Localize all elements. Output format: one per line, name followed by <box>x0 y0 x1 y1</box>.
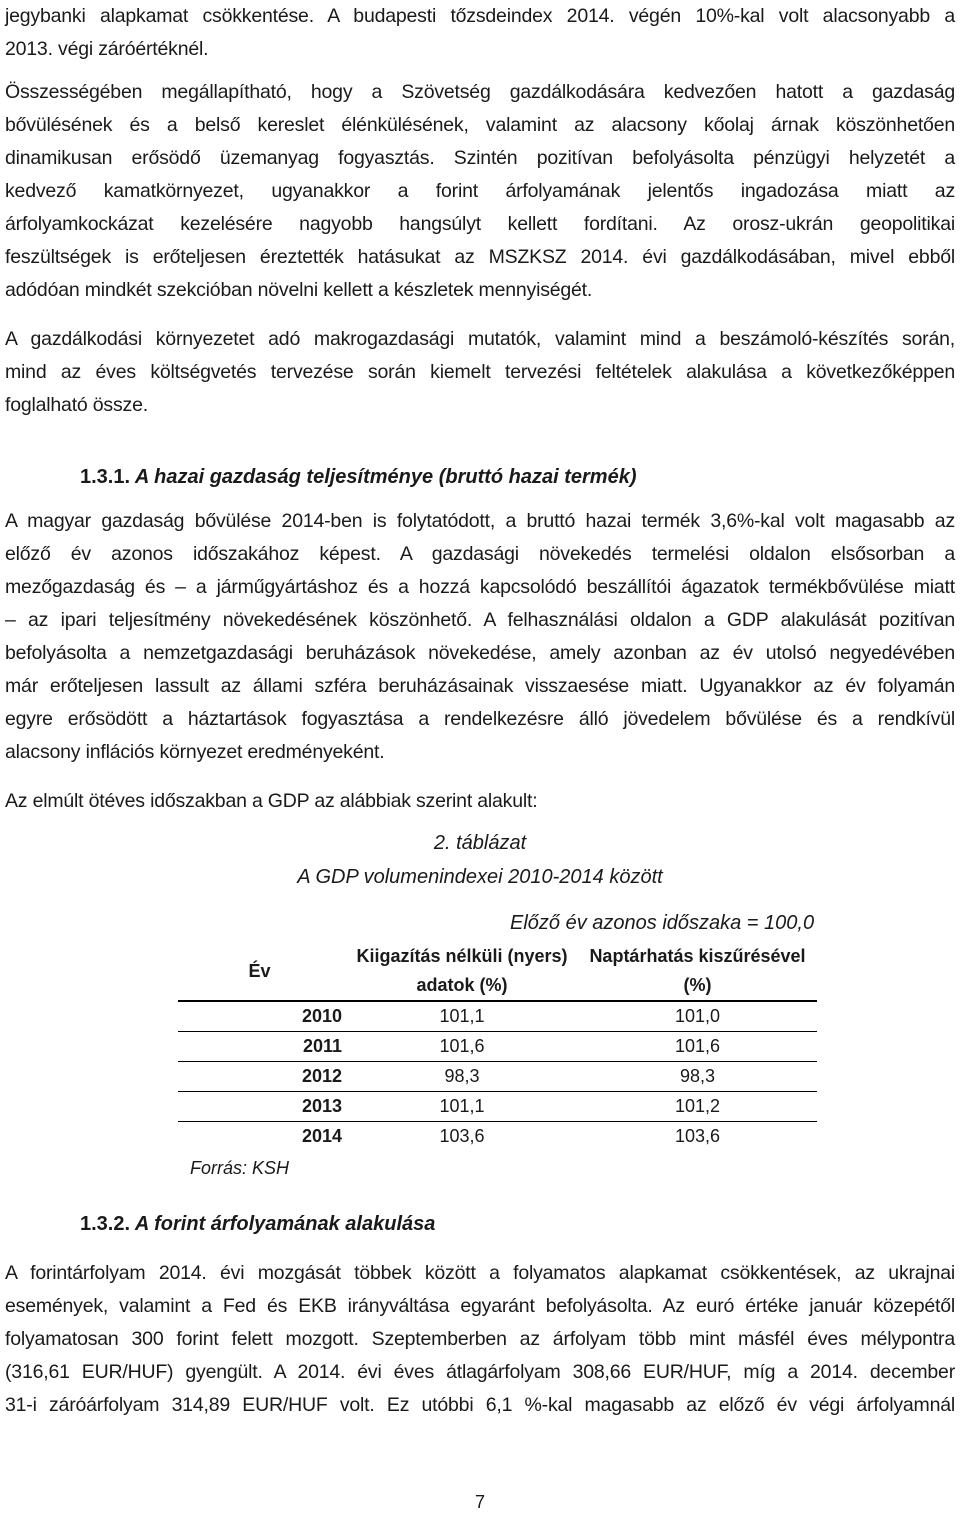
heading-title: A forint árfolyamának alakulása <box>134 1213 436 1235</box>
table-row <box>178 1001 817 1032</box>
cell-raw: 103,6 <box>439 1126 485 1146</box>
text-line: jegybanki alapkamat csökkentése. A budapesti tőzsdeindex 2014. végén 10%-kal volt alacsonyabb a <box>5 5 955 27</box>
cell-year: 2013 <box>178 1092 346 1122</box>
text-line: dinamikusan erősödő üzemanyag fogyasztás. Szintén pozitívan befolyásolta pénzügyi helyzetét a <box>5 147 955 169</box>
table-header-row <box>178 942 817 1001</box>
heading-number: 1.3.1. <box>80 466 131 488</box>
text-line: 31-i záróárfolyam 314,89 EUR/HUF volt. Ez utóbbi 6,1 %-kal magasabb az előző év végi árfolyamnál <box>5 1394 955 1416</box>
table-row <box>178 1062 817 1092</box>
cell-raw: 98,3 <box>346 1062 578 1092</box>
text-line: mezőgazdaság és – a járműgyártáshoz és a hozzá kapcsolódó beszállítói ágazatok termékbővülése miatt <box>5 576 955 598</box>
cell-adjusted: 101,0 <box>578 1001 817 1032</box>
page-number: 7 <box>474 1492 485 1512</box>
paragraph-gdp-intro <box>5 785 955 818</box>
cell-year: 2011 <box>178 1032 346 1062</box>
table-source: Forrás: KSH <box>190 1158 290 1178</box>
cell-raw: 101,1 <box>346 1092 578 1122</box>
text-line: események, valamint a Fed és EKB irányváltása egyaránt befolyásolta. Az euró értéke január közepétől <box>5 1295 955 1317</box>
cell-raw: 101,6 <box>346 1032 578 1062</box>
paragraph-summary <box>5 76 955 307</box>
text-line: előző év azonos időszakához képest. A gazdasági növekedés termelési oldalon elsősorban a <box>5 543 955 565</box>
text-line: 2013. végi záróértéknél. <box>5 38 209 60</box>
cell-adjusted: 101,6 <box>578 1032 817 1062</box>
text-line: A magyar gazdaság bővülése 2014-ben is folytatódott, a bruttó hazai termék 3,6%-kal volt magasabb az <box>5 510 955 532</box>
text-line: A forintárfolyam 2014. évi mozgását többek között a folyamatos alapkamat csökkentések, az ukrajnai <box>5 1262 955 1284</box>
heading-number: 1.3.2. <box>80 1213 131 1235</box>
cell-year: 2012 <box>178 1062 346 1092</box>
column-header-year: Év <box>178 942 346 1001</box>
table-row <box>178 1032 817 1062</box>
text-line: már erőteljesen lassult az állami szféra beruházásainak visszaesése miatt. Ugyanakkor az év folyamán <box>5 675 955 697</box>
text-line: kedvező kamatkörnyezet, ugyanakkor a forint árfolyamának jelentős ingadozása miatt az <box>5 180 955 202</box>
paragraph-gdp-growth <box>5 505 955 769</box>
section-heading-gdp <box>80 462 637 492</box>
paragraph-macro-indicators <box>5 323 955 422</box>
text-line: – az ipari teljesítmény növekedésének köszönhető. A felhasználási oldalon a GDP alakulását pozitívan <box>5 609 955 631</box>
column-header-raw: Kiigazítás nélküli (nyers) adatok (%) <box>346 942 578 1001</box>
text-line: egyre erősödött a háztartások fogyasztása a rendelkezésre álló jövedelem bővülése és a rendkívül <box>5 708 955 730</box>
text-line: feszültségek is erőteljesen éreztették hatásukat az MSZKSZ 2014. évi gazdálkodásában, mivel ebből <box>5 246 955 268</box>
text-line: alacsony inflációs környezet eredményeként. <box>5 741 385 763</box>
text-line: folyamatosan 300 forint felett mozgott. Szeptemberben az árfolyam több mint másfél éves mélypontra <box>5 1328 955 1350</box>
cell-year: 2010 <box>178 1001 346 1032</box>
text-line: A gazdálkodási környezetet adó makrogazdasági mutatók, valamint mind a beszámoló-készítés során, <box>5 328 955 350</box>
table-row <box>178 1092 817 1122</box>
text-line: Az elmúlt ötéves időszakban a GDP az alábbiak szerint alakult: <box>5 790 538 812</box>
cell-year: 2014 <box>301 1126 342 1146</box>
table-row <box>178 1122 817 1152</box>
text-line: Összességében megállapítható, hogy a Szövetség gazdálkodására kedvezően hatott a gazdaság <box>5 81 955 103</box>
text-line: bővülésének és a belső kereslet élénkülésének, valamint az alacsony kőolaj árnak köszönhetően <box>5 114 955 136</box>
gdp-table <box>178 942 817 1151</box>
cell-raw: 101,1 <box>346 1001 578 1032</box>
paragraph-forint-rate <box>5 1257 955 1422</box>
text-line: adódóan mindkét szekcióban növelni kellett a készletek mennyiségét. <box>5 279 593 301</box>
heading-title: A hazai gazdaság teljesítménye (bruttó hazai termék) <box>134 466 637 488</box>
text-line: mind az éves költségvetés tervezése során kiemelt tervezési feltételek alakulása a következőképpen <box>5 361 955 383</box>
table-caption-number: 2. táblázat <box>433 832 527 854</box>
cell-adjusted: 103,6 <box>674 1126 721 1146</box>
text-line: árfolyamkockázat kezelésére nagyobb hangsúlyt kellett fordítani. Az orosz-ukrán geopolitikai <box>5 213 955 235</box>
table-caption-title: A GDP volumenindexei 2010-2014 között <box>297 866 663 888</box>
column-header-adjusted: Naptárhatás kiszűrésével (%) <box>578 942 817 1001</box>
table-basis-note: Előző év azonos időszaka = 100,0 <box>510 912 815 934</box>
cell-adjusted: 101,2 <box>578 1092 817 1122</box>
text-line: befolyásolta a nemzetgazdasági beruházások növekedése, amely azonban az év utolsó negyedévében <box>5 642 955 664</box>
text-line: foglalható össze. <box>5 394 148 416</box>
section-heading-forint <box>80 1209 435 1239</box>
text-line: (316,61 EUR/HUF) gyengült. A 2014. évi éves átlagárfolyam 308,66 EUR/HUF, míg a 2014. december <box>5 1361 955 1383</box>
cell-adjusted: 98,3 <box>578 1062 817 1092</box>
paragraph-stock-index <box>5 0 955 66</box>
